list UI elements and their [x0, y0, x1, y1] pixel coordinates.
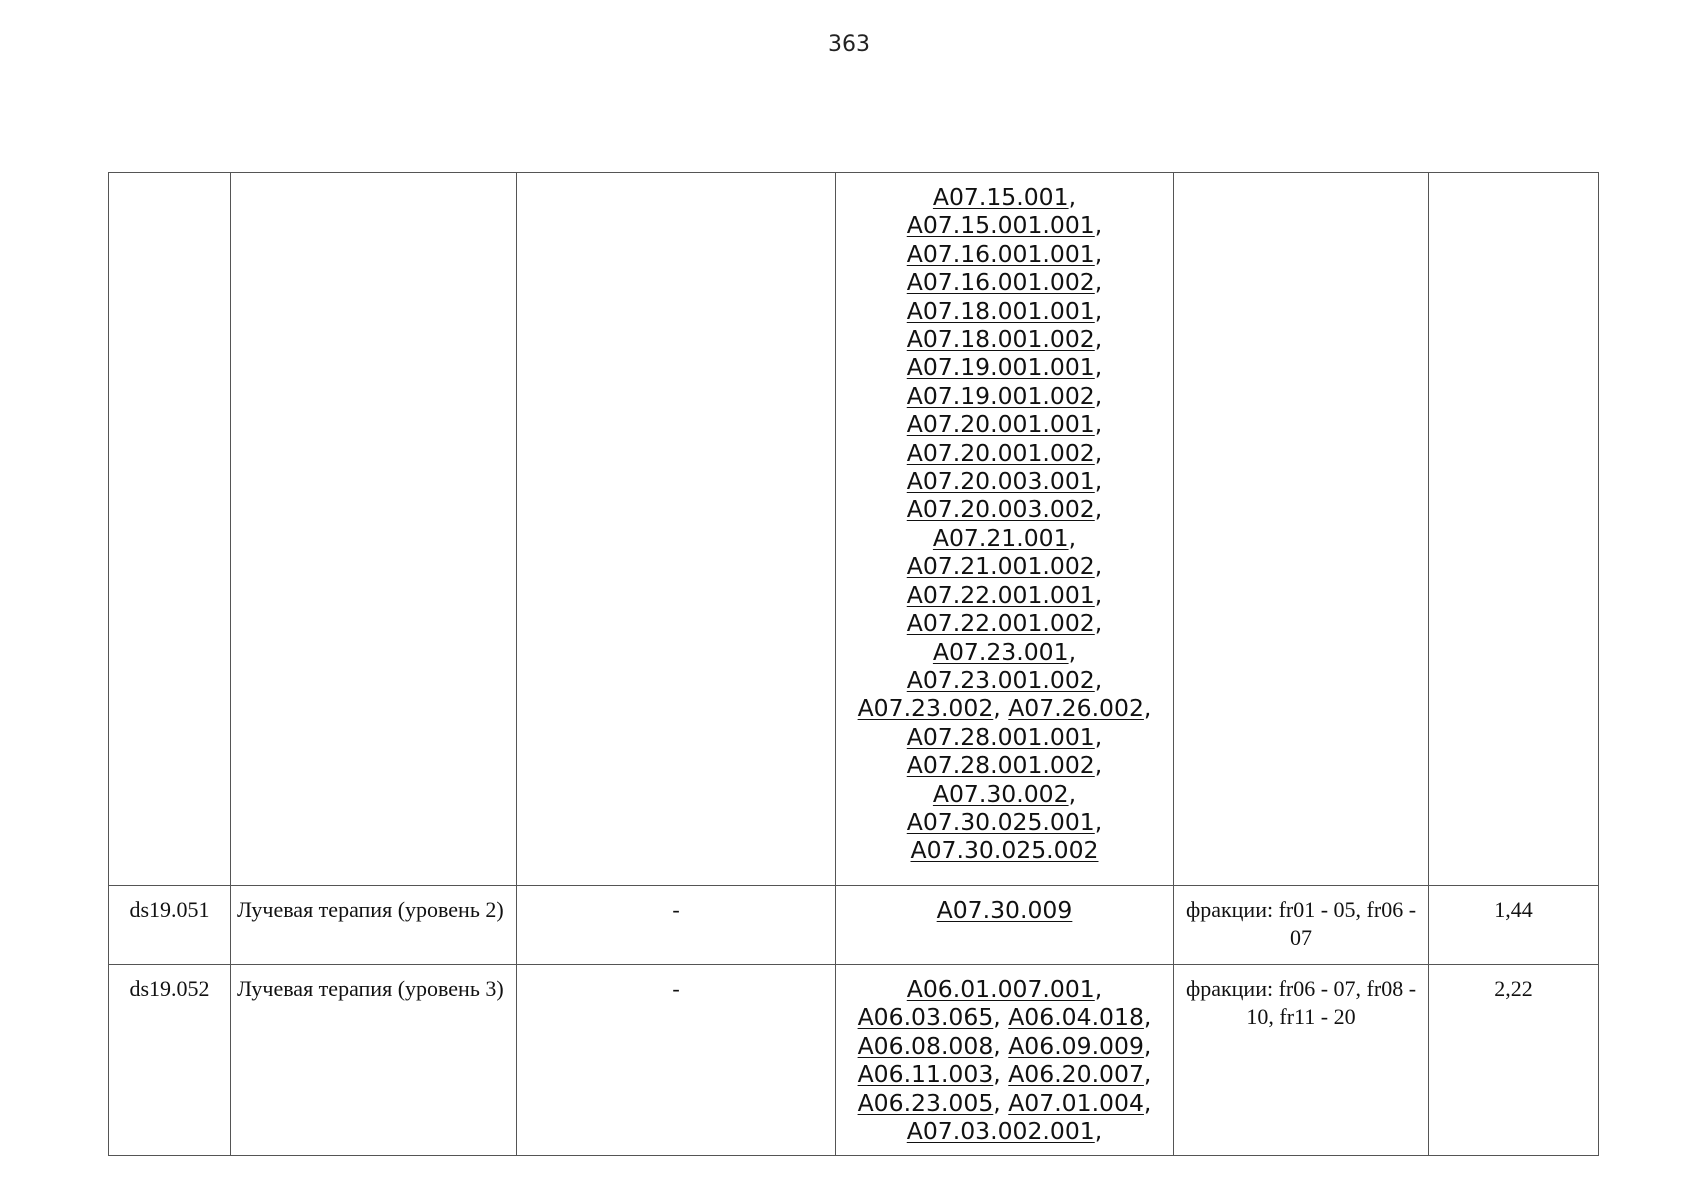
- service-code-line: A07.21.001,: [932, 523, 1077, 552]
- service-code-line: A07.03.002.001,: [906, 1117, 1103, 1146]
- service-code-link[interactable]: A07.20.003.001: [906, 467, 1095, 496]
- table-row: [109, 965, 1599, 1156]
- cell-service-codes: [836, 886, 1174, 965]
- cell-coefficient: 1,44: [1429, 886, 1599, 965]
- service-code-link[interactable]: A07.15.001: [932, 183, 1069, 211]
- service-code-line: A07.16.001.002,: [906, 268, 1103, 297]
- cell-service-codes: [836, 173, 1174, 886]
- cell-group-code: ds19.052: [109, 965, 231, 1156]
- service-code-line: [842, 836, 1167, 864]
- service-code-link[interactable]: A07.16.001.001: [906, 239, 1095, 268]
- service-code-line: A07.18.001.002,: [906, 325, 1103, 354]
- cell-coefficient-empty: [1429, 173, 1599, 886]
- service-code-line: A07.16.001.001,: [906, 239, 1103, 268]
- service-code-line: A07.15.001.001,: [906, 211, 1103, 240]
- service-code-line: A07.30.025.001,: [906, 807, 1103, 836]
- service-code-link[interactable]: A06.04.018: [1008, 1003, 1144, 1032]
- service-code-line: A07.23.001.002,: [906, 665, 1103, 694]
- page-number: 363: [828, 32, 870, 57]
- service-code-link[interactable]: A07.20.001.001: [906, 410, 1095, 439]
- service-code-line: A07.28.001.002,: [906, 751, 1103, 780]
- service-code-link[interactable]: A07.21.001: [932, 523, 1069, 552]
- cell-diagnosis: -: [517, 886, 836, 965]
- service-code-line: A07.22.001.001,: [906, 580, 1103, 609]
- service-code-link[interactable]: A07.28.001.001: [906, 722, 1095, 751]
- service-code-link[interactable]: A06.01.007.001: [906, 975, 1095, 1003]
- service-code-line: A07.18.001.001,: [906, 296, 1103, 325]
- tariff-table: [108, 172, 1599, 1156]
- service-code-link[interactable]: A06.11.003: [857, 1060, 994, 1089]
- service-code-link[interactable]: A07.23.001.002: [906, 665, 1095, 694]
- service-code-link[interactable]: A06.09.009: [1008, 1031, 1144, 1060]
- service-code-link[interactable]: A07.19.001.001: [906, 353, 1095, 382]
- service-code-line: A06.23.005, A07.01.004,: [857, 1088, 1152, 1117]
- cell-criteria: фракции: fr01 - 05, fr06 - 07: [1174, 886, 1429, 965]
- service-code-line: A07.21.001.002,: [906, 552, 1103, 581]
- service-code-line: A06.03.065, A06.04.018,: [857, 1003, 1152, 1032]
- service-code-line: A07.23.001,: [932, 637, 1077, 666]
- service-code-line: A07.20.003.002,: [906, 495, 1103, 524]
- service-code-link[interactable]: A07.16.001.002: [906, 268, 1095, 297]
- service-code-link[interactable]: A06.20.007: [1008, 1060, 1144, 1089]
- cell-group-code: ds19.051: [109, 886, 231, 965]
- cell-name-empty: [231, 173, 517, 886]
- service-code-link[interactable]: A07.23.002: [857, 694, 994, 723]
- service-code-link[interactable]: A07.30.009: [936, 896, 1073, 924]
- service-code-link[interactable]: A07.15.001.001: [906, 211, 1095, 240]
- cell-group-name: Лучевая терапия (уровень 2): [231, 886, 517, 965]
- service-code-line: [842, 896, 1167, 924]
- cell-criteria-empty: [1174, 173, 1429, 886]
- service-code-link[interactable]: A07.26.002: [1008, 694, 1144, 723]
- service-code-link[interactable]: A07.20.003.002: [906, 495, 1095, 524]
- service-code-link[interactable]: A07.30.025.002: [910, 836, 1099, 865]
- service-code-link[interactable]: A06.23.005: [857, 1088, 994, 1117]
- cell-coefficient: 2,22: [1429, 965, 1599, 1156]
- service-code-link[interactable]: A07.30.002: [932, 779, 1069, 808]
- service-code-link[interactable]: A07.19.001.002: [906, 381, 1095, 410]
- service-code-line: A07.30.002,: [932, 779, 1077, 808]
- service-code-line: A07.19.001.001,: [906, 353, 1103, 382]
- service-code-line: A06.01.007.001,: [906, 975, 1103, 1003]
- service-code-link[interactable]: A07.22.001.002: [906, 609, 1095, 638]
- service-code-link[interactable]: A07.20.001.002: [906, 438, 1095, 467]
- service-code-line: A06.11.003, A06.20.007,: [857, 1060, 1152, 1089]
- service-code-line: A07.28.001.001,: [906, 722, 1103, 751]
- service-code-line: A07.15.001,: [932, 183, 1077, 211]
- service-code-link[interactable]: A07.21.001.002: [906, 552, 1095, 581]
- service-code-link[interactable]: A06.08.008: [857, 1031, 994, 1060]
- service-code-line: A07.20.003.001,: [906, 467, 1103, 496]
- table-row: [109, 886, 1599, 965]
- service-code-link[interactable]: A07.30.025.001: [906, 807, 1095, 836]
- cell-criteria: фракции: fr06 - 07, fr08 - 10, fr11 - 20: [1174, 965, 1429, 1156]
- service-code-line: A06.08.008, A06.09.009,: [857, 1031, 1152, 1060]
- cell-group-name: Лучевая терапия (уровень 3): [231, 965, 517, 1156]
- service-code-link[interactable]: A07.01.004: [1008, 1088, 1144, 1117]
- service-code-link[interactable]: A07.18.001.001: [906, 296, 1095, 325]
- service-code-line: A07.23.002, A07.26.002,: [857, 694, 1152, 723]
- service-code-line: A07.19.001.002,: [906, 381, 1103, 410]
- service-code-link[interactable]: A07.23.001: [932, 637, 1069, 666]
- cell-diagnosis-empty: [517, 173, 836, 886]
- cell-code-empty: [109, 173, 231, 886]
- service-code-link[interactable]: A07.22.001.001: [906, 580, 1095, 609]
- cell-service-codes: [836, 965, 1174, 1156]
- table-row-continuation: [109, 173, 1599, 886]
- cell-diagnosis: -: [517, 965, 836, 1156]
- service-code-link[interactable]: A07.03.002.001: [906, 1117, 1095, 1146]
- service-code-link[interactable]: A06.03.065: [857, 1003, 994, 1032]
- service-code-link[interactable]: A07.28.001.002: [906, 751, 1095, 780]
- service-code-link[interactable]: A07.18.001.002: [906, 325, 1095, 354]
- service-code-line: A07.20.001.001,: [906, 410, 1103, 439]
- service-code-line: A07.22.001.002,: [906, 609, 1103, 638]
- service-code-line: A07.20.001.002,: [906, 438, 1103, 467]
